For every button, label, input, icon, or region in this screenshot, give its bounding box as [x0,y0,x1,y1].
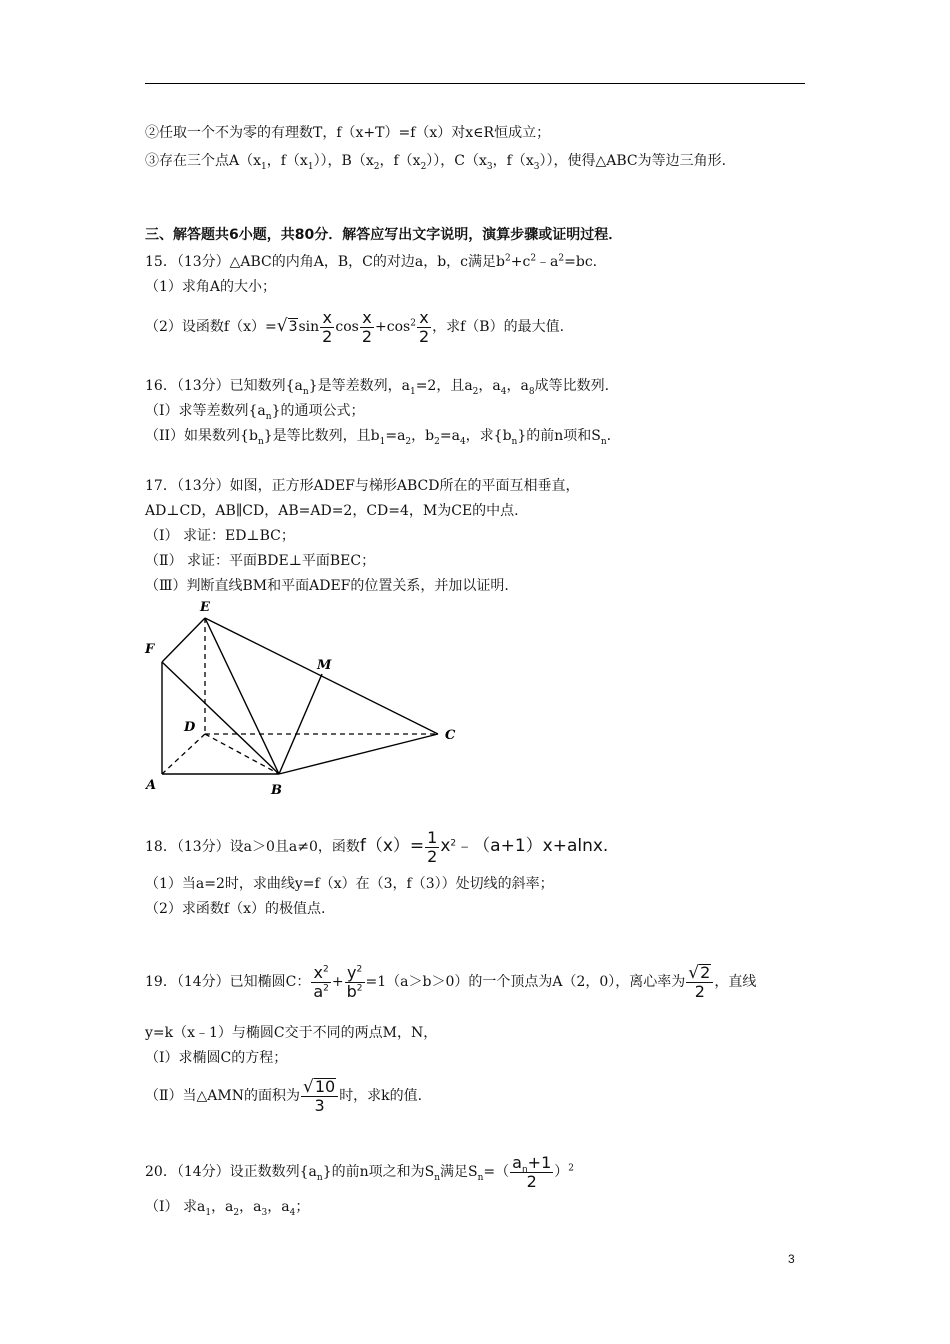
frac-an-plus1-over-2: $\frac{a_n+1}{2}$ [512,1152,552,1191]
q16-part1: （Ⅰ）求等差数列$\{a_n\}$的通项公式； [145,403,365,422]
label-C: C [445,728,456,743]
condition-2: ②任取一个不为零的有理数T，f（x+T）=f（x）对x∈R恒成立； [145,125,551,141]
edge-FB [162,662,279,774]
q16-part2: （II）如果数列$\{b_n\}$是等比数列，且$b_1=a_2$，$b_2=a_4$，求$\{b_n\}$的前n项和$S_n$. [145,428,612,447]
label-A: A [146,778,157,793]
edge-EB [205,618,279,774]
q16-stem: 16．（13分）已知数列$\{a_n\}$是等差数列，$a_1=2$，且$a_2$，$a_4$，$a_8$成等比数列. [145,378,610,397]
label-D: D [184,720,196,735]
q15-part2: （2）设函数f（x）=√3sin $\frac{x}{2}$ cos $\frac{x}{2}$ $+\cos^2$ $\frac{x}{2}$ ，求f（B）的最大值. [145,307,565,346]
q17-stem: 17．（13分）如图，正方形ADEF与梯形ABCD所在的平面互相垂直， [145,478,580,494]
section-heading: 三、解答题共6小题，共80分．解答应写出文字说明，演算步骤或证明过程． [145,227,623,243]
condition-3: ③存在三个点$A(x_1$，$f(x_1)$），$B(x_2$，$f(x_2)$），$C(x_3$，$f(x_3)$），使得△ABC为等边三角形. [145,153,727,172]
q19-stem: 19．（14分）已知椭圆C： $\frac{x^2}{a^2}$ + $\frac{y^2}{b^2}$ =1（a＞b＞0）的一个顶点为A（2，0），离心率为 $\frac{√2}{2}$ ，直线 [145,962,757,1001]
q19-line: y=k（x﹣1）与椭圆C交于不同的两点M，N， [145,1025,438,1041]
frac-x-over-2: $\frac{x}{2}$ [418,307,430,346]
frac-1-over-2: $\frac{1}{2}$ [427,827,438,866]
label-M: M [317,658,332,673]
frac-x2-over-a2: $\frac{x^2}{a^2}$ [313,962,329,1001]
edge-BC [279,734,438,774]
frac-x-over-2: $\frac{x}{2}$ [322,307,333,346]
label-E: E [200,600,210,615]
q19-part2: （Ⅱ）当△AMN的面积为 $\frac{√10}{3}$ 时，求k的值. [145,1076,423,1115]
edge-FE [162,618,205,662]
q18-part2: （2）求函数f（x）的极值点. [145,901,326,917]
solid-geometry-figure [140,598,460,803]
q20-part1: （Ⅰ） 求$a_1$，$a_2$，$a_3$，$a_4$； [145,1199,310,1218]
edge-DA [162,734,205,774]
header-rule [145,83,805,84]
q20-stem: 20．（14分）设正数数列$\{a_n\}$的前n项之和为$S_n$满足$S_n=$（ $\frac{a_n+1}{2}$ ）$^2$ [145,1152,574,1191]
q17-part1: （Ⅰ） 求证：ED⊥BC； [145,528,295,544]
label-B: B [271,783,282,798]
q17-part2: （Ⅱ） 求证：平面BDE⊥平面BEC； [145,553,376,569]
q19-part1: （Ⅰ）求椭圆C的方程； [145,1050,288,1066]
page-number: 3 [788,1252,795,1266]
label-F: F [145,642,155,657]
q17-conditions: AD⊥CD，AB∥CD，AB=AD=2，CD=4，M为CE的中点. [145,503,519,519]
edge-DB [205,734,279,774]
q18-stem: 18．（13分）设a＞0且a≠0，函数f（x）= $\frac{1}{2}$ $x^2﹣(a+1)x+alnx$. [145,827,609,866]
q18-part1: （1）当a=2时，求曲线y=f（x）在（3，f（3））处切线的斜率； [145,876,554,892]
edge-BM [279,674,322,774]
frac-sqrt10-over-3: $\frac{√10}{3}$ [301,1078,338,1115]
q15-stem: 15．（13分）△ABC的内角A，B，C的对边a，b，c满足$b^2+c^2﹣a^2=bc$. [145,253,598,270]
frac-y2-over-b2: $\frac{y^2}{b^2}$ [346,962,363,1001]
q17-part3: （Ⅲ）判断直线BM和平面ADEF的位置关系，并加以证明. [145,578,509,594]
frac-x-over-2: $\frac{x}{2}$ [361,307,373,346]
frac-sqrt2-over-2: $\frac{√2}{2}$ [686,964,713,1001]
q15-part1: （1）求角A的大小； [145,279,277,295]
